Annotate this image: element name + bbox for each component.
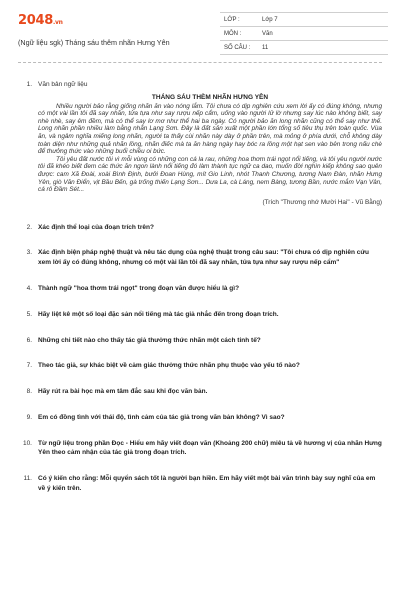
question-text: Em có đồng tình với thái độ, tình cảm của tác giả trong văn bản không? Vì sao?	[38, 413, 285, 421]
question-text: Hãy rút ra bài học mà em tâm đắc sau khi đọc văn bản.	[38, 388, 208, 396]
divider	[18, 62, 382, 63]
meta-row-class	[220, 12, 388, 27]
question-list	[18, 80, 382, 494]
meta-value: Văn	[262, 30, 273, 37]
question-number: 6.	[26, 336, 32, 344]
question-number: 4.	[26, 284, 32, 292]
meta-value: 11	[262, 44, 269, 51]
header	[0, 0, 400, 58]
question-item	[18, 387, 382, 397]
question-text: Từ ngữ liệu trong phần Đọc - Hiểu em hãy viết đoạn văn (Khoảng 200 chữ) miêu tả về hương vị của nhãn Hưng Yên theo cảm nhận của tác giả trong đoạn trích.	[38, 439, 382, 457]
question-item	[18, 248, 382, 268]
meta-table	[220, 12, 388, 55]
question-number: 3.	[26, 249, 32, 257]
passage-body	[38, 103, 382, 194]
question-number: 8.	[26, 388, 32, 396]
question-text: Có ý kiến cho rằng: Mỗi quyển sách tốt là người bạn hiền. Em hãy viết một bài văn trình bày suy nghĩ của em về ý kiến trên.	[38, 475, 376, 493]
question-item	[18, 439, 382, 459]
question-number: 9.	[26, 413, 32, 421]
question-item	[18, 413, 382, 423]
question-item	[18, 284, 382, 294]
question-text: Xác định biện pháp nghệ thuật và nêu tác dụng của nghệ thuật trong câu sau: "Tôi chưa có dịp nghiên cứu xem lời ấy có đúng không, nhưng có một vài lần tôi đã say nhãn, tửa tựa như say rượu nếp cẩm"	[38, 249, 370, 267]
question-number: 5.	[26, 310, 32, 318]
meta-value: Lớp 7	[262, 16, 278, 23]
question-text: Những chi tiết nào cho thấy tác giả thưởng thức nhãn một cách tinh tế?	[38, 336, 261, 344]
question-number: 2.	[26, 223, 32, 231]
document-title: (Ngữ liệu sgk) Tháng sáu thêm nhãn Hưng Yên	[18, 38, 170, 47]
question-text: Xác định thể loại của đoạn trích trên?	[38, 223, 154, 231]
question-item	[18, 336, 382, 346]
question-item	[18, 310, 382, 320]
passage-title: THÁNG SÁU THÈM NHÃN HƯNG YÊN	[151, 93, 269, 101]
passage-label: Văn bản ngữ liệu	[38, 81, 88, 88]
meta-row-question-count	[220, 41, 388, 55]
meta-label: SỐ CÂU :	[224, 44, 251, 51]
meta-row-subject	[220, 27, 388, 41]
site-logo[interactable]	[18, 13, 63, 28]
question-item	[18, 361, 382, 371]
logo-text: 2048	[18, 13, 53, 28]
question-text: Thành ngữ "hoa thơm trái ngọt" trong đoạn văn được hiểu là gì?	[38, 284, 240, 292]
question-number: 11.	[23, 475, 32, 483]
question-number: 10.	[22, 439, 32, 447]
passage-paragraph: Tôi yêu đất nước tôi vì mỗi vùng có những con cá la rau, những hoa thơm trái ngọt nổi tiếng, và tôi yêu người nước tôi đã khéo biết đem các thức ăn ngon lành nổi tiếng đó làm thành tục ngữ ca dao, muốn đời nghìn kiếp không sao quên được: cam Xã Đoài, xoài Bình Định, bưởi Đoan Hùng, mít Gio Linh, nhót Thanh Chương, tương Nam Đàn, nhãn Hưng Yên, giò Văn Điển, vịt Bầu Bến, gà trống thiến Lạng Sơn... Dưa La, cà Láng, nem Bàng, tương Bần, nước mắm Vạn Vân, cá rô Đầm Sét...	[38, 155, 382, 194]
question-text: Theo tác giả, sự khác biệt về cảm giác thưởng thức nhãn phụ thuộc vào yếu tố nào?	[38, 362, 300, 370]
meta-label: LỚP :	[224, 16, 240, 23]
logo-suffix: .vn	[52, 19, 63, 26]
passage-paragraph: Nhiều người bảo rằng giống nhãn ăn vào nóng lắm. Tôi chưa có dịp nghiên cứu xem lời ấy có đúng không, nhưng có một vài lần tôi đã say nhãn, tửa tựa như say rượu nếp cẩm, uống vào người lử lờ nhưng say lúc nào không biết, say nhè nhè, say êm đềm, mà có thể say lơ mơ như thể hai ba ngày. Có người bảo ăn long nhãn cũng có thể say như thế. Long nhãn phần nhiều làm bằng nhãn Lạng Sơn. Đây là đất sản xuất một phần lớn tổng số tiêu thụ trên toàn quốc. Vùa ăn, và ngâm nghĩa miếng long nhãn, người ta thấy cùi nhãn này dày ở phần trên, mà mỏng ở phía dưới, chỗ không dày toàn diện như những quả nhãn lồng, nhãn điếc mà ta ăn hàng ngày hay bóc ra lồng một hạt sen vào bên trong nấu chè để thưởng thức vào những buổi chiều oi bức.	[38, 102, 382, 156]
question-number: 7.	[26, 362, 32, 370]
question-item	[18, 474, 382, 494]
question-number: 1.	[26, 81, 32, 88]
question-item	[18, 223, 382, 233]
passage-source: (Trích "Thương nhớ Mười Hai" - Vũ Bằng)	[262, 198, 382, 206]
meta-label: MÔN :	[224, 30, 242, 37]
question-text: Hãy liệt kê một số loại đặc sản nổi tiếng mà tác giả nhắc đến trong đoạn trích.	[38, 310, 279, 318]
question-item	[18, 80, 382, 208]
